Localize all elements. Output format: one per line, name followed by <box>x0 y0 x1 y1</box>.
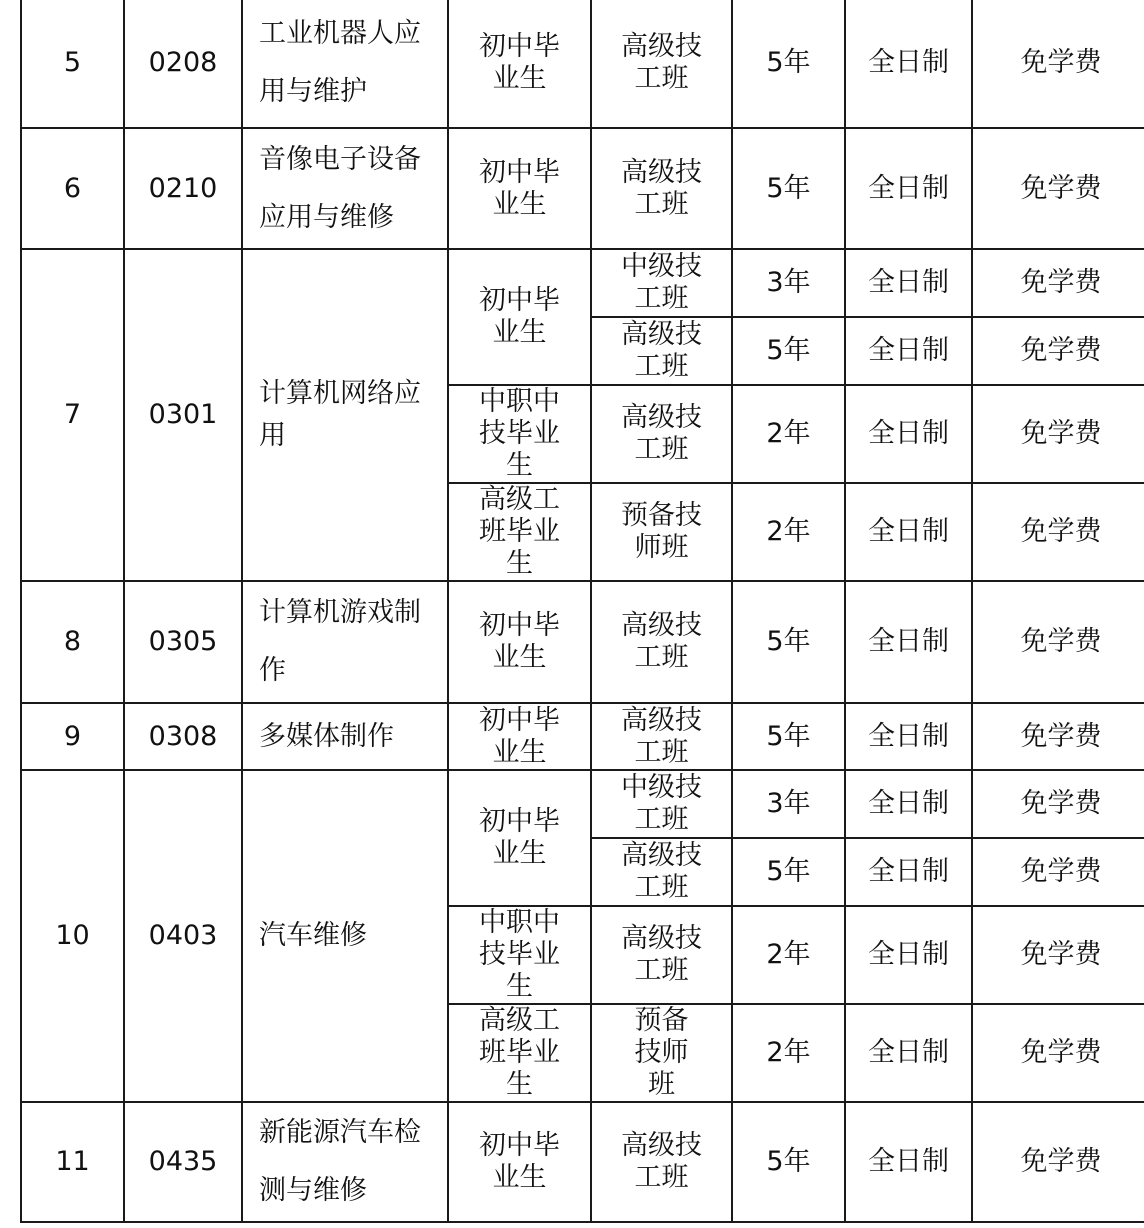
row-number: 9 <box>21 703 124 770</box>
enrollment-source <box>448 1102 591 1222</box>
study-mode: 全日制 <box>845 581 972 703</box>
level-text: 中级技工班 <box>621 772 702 835</box>
tuition: 免学费 <box>972 1102 1144 1222</box>
tuition: 免学费 <box>972 483 1144 581</box>
enrollment-source <box>448 1004 591 1102</box>
source-text: 初中毕业生 <box>479 1130 560 1193</box>
table-row <box>21 770 1144 838</box>
major-code: 0210 <box>124 128 242 249</box>
table-row <box>21 249 1144 317</box>
study-mode: 全日制 <box>845 483 972 581</box>
major-name: 工业机器人应用与维护 <box>242 0 448 128</box>
level-text: 高级技工班 <box>621 402 702 465</box>
study-mode: 全日制 <box>845 703 972 770</box>
enrollment-source <box>448 385 591 483</box>
study-mode: 全日制 <box>845 249 972 317</box>
source-text: 初中毕业生 <box>479 806 560 869</box>
row-number: 11 <box>21 1102 124 1222</box>
source-text: 初中毕业生 <box>479 31 560 94</box>
class-level <box>591 906 732 1004</box>
row-number: 5 <box>21 0 124 128</box>
major-name: 计算机网络应用 <box>242 249 448 581</box>
level-text: 中级技工班 <box>621 251 702 314</box>
level-text: 高级技工班 <box>621 704 702 768</box>
level-text: 高级技工班 <box>621 923 702 986</box>
study-mode: 全日制 <box>845 317 972 385</box>
enrollment-source <box>448 770 591 906</box>
major-code: 0308 <box>124 703 242 770</box>
level-text: 高级技工班 <box>621 319 702 382</box>
tuition: 免学费 <box>972 770 1144 838</box>
major-name: 多媒体制作 <box>242 703 448 770</box>
major-name: 音像电子设备应用与维修 <box>242 128 448 249</box>
major-name: 计算机游戏制作 <box>242 581 448 703</box>
enrollment-source <box>448 249 591 385</box>
class-level <box>591 581 732 703</box>
study-years: 5年 <box>732 128 845 249</box>
source-text: 初中毕业生 <box>479 285 560 348</box>
study-mode: 全日制 <box>845 1102 972 1222</box>
tuition: 免学费 <box>972 906 1144 1004</box>
study-years: 2年 <box>732 1004 845 1102</box>
level-text: 预备技师班 <box>621 500 702 563</box>
major-name: 汽车维修 <box>242 770 448 1102</box>
enrollment-source <box>448 0 591 128</box>
tuition: 免学费 <box>972 0 1144 128</box>
class-level <box>591 249 732 317</box>
row-number: 7 <box>21 249 124 581</box>
row-number: 10 <box>21 770 124 1102</box>
major-name: 新能源汽车检测与维修 <box>242 1102 448 1222</box>
source-text: 高级工班毕业生 <box>479 1005 560 1100</box>
source-text: 中职中技毕业生 <box>479 907 560 1002</box>
table-row <box>21 581 1144 703</box>
class-level <box>591 0 732 128</box>
source-text: 初中毕业生 <box>479 610 560 673</box>
level-text: 高级技工班 <box>621 840 702 903</box>
level-text: 预备技师班 <box>634 1005 689 1100</box>
tuition: 免学费 <box>972 249 1144 317</box>
source-text: 中职中技毕业生 <box>479 386 560 481</box>
study-years: 5年 <box>732 317 845 385</box>
level-text: 高级技工班 <box>621 610 702 673</box>
study-years: 5年 <box>732 581 845 703</box>
class-level <box>591 483 732 581</box>
enrollment-source <box>448 906 591 1004</box>
tuition: 免学费 <box>972 1004 1144 1102</box>
row-number: 8 <box>21 581 124 703</box>
level-text: 高级技工班 <box>621 156 702 220</box>
level-text: 高级技工班 <box>621 1130 702 1193</box>
study-mode: 全日制 <box>845 128 972 249</box>
source-text: 高级工班毕业生 <box>479 484 560 579</box>
study-years: 2年 <box>732 483 845 581</box>
study-years: 5年 <box>732 838 845 906</box>
class-level <box>591 1102 732 1222</box>
study-years: 3年 <box>732 770 845 838</box>
study-mode: 全日制 <box>845 385 972 483</box>
tuition: 免学费 <box>972 838 1144 906</box>
enrollment-table <box>20 0 1144 1223</box>
study-mode: 全日制 <box>845 770 972 838</box>
row-number: 6 <box>21 128 124 249</box>
class-level <box>591 1004 732 1102</box>
class-level <box>591 703 732 770</box>
enrollment-source <box>448 703 591 770</box>
source-text: 初中毕业生 <box>479 156 560 220</box>
class-level <box>591 385 732 483</box>
study-mode: 全日制 <box>845 906 972 1004</box>
study-years: 2年 <box>732 906 845 1004</box>
study-mode: 全日制 <box>845 0 972 128</box>
table-row <box>21 128 1144 249</box>
enrollment-source <box>448 128 591 249</box>
study-years: 2年 <box>732 385 845 483</box>
class-level <box>591 838 732 906</box>
enrollment-source <box>448 581 591 703</box>
study-mode: 全日制 <box>845 838 972 906</box>
study-years: 5年 <box>732 703 845 770</box>
class-level <box>591 317 732 385</box>
table-row <box>21 0 1144 128</box>
major-code: 0301 <box>124 249 242 581</box>
tuition: 免学费 <box>972 128 1144 249</box>
major-code: 0305 <box>124 581 242 703</box>
study-mode: 全日制 <box>845 1004 972 1102</box>
tuition: 免学费 <box>972 385 1144 483</box>
study-years: 3年 <box>732 249 845 317</box>
table-row <box>21 703 1144 770</box>
major-code: 0435 <box>124 1102 242 1222</box>
class-level <box>591 128 732 249</box>
source-text: 初中毕业生 <box>479 704 560 768</box>
tuition: 免学费 <box>972 581 1144 703</box>
major-code: 0403 <box>124 770 242 1102</box>
enrollment-source <box>448 483 591 581</box>
class-level <box>591 770 732 838</box>
study-years: 5年 <box>732 0 845 128</box>
table-row <box>21 1102 1144 1222</box>
study-years: 5年 <box>732 1102 845 1222</box>
tuition: 免学费 <box>972 703 1144 770</box>
major-code: 0208 <box>124 0 242 128</box>
tuition: 免学费 <box>972 317 1144 385</box>
level-text: 高级技工班 <box>621 31 702 94</box>
